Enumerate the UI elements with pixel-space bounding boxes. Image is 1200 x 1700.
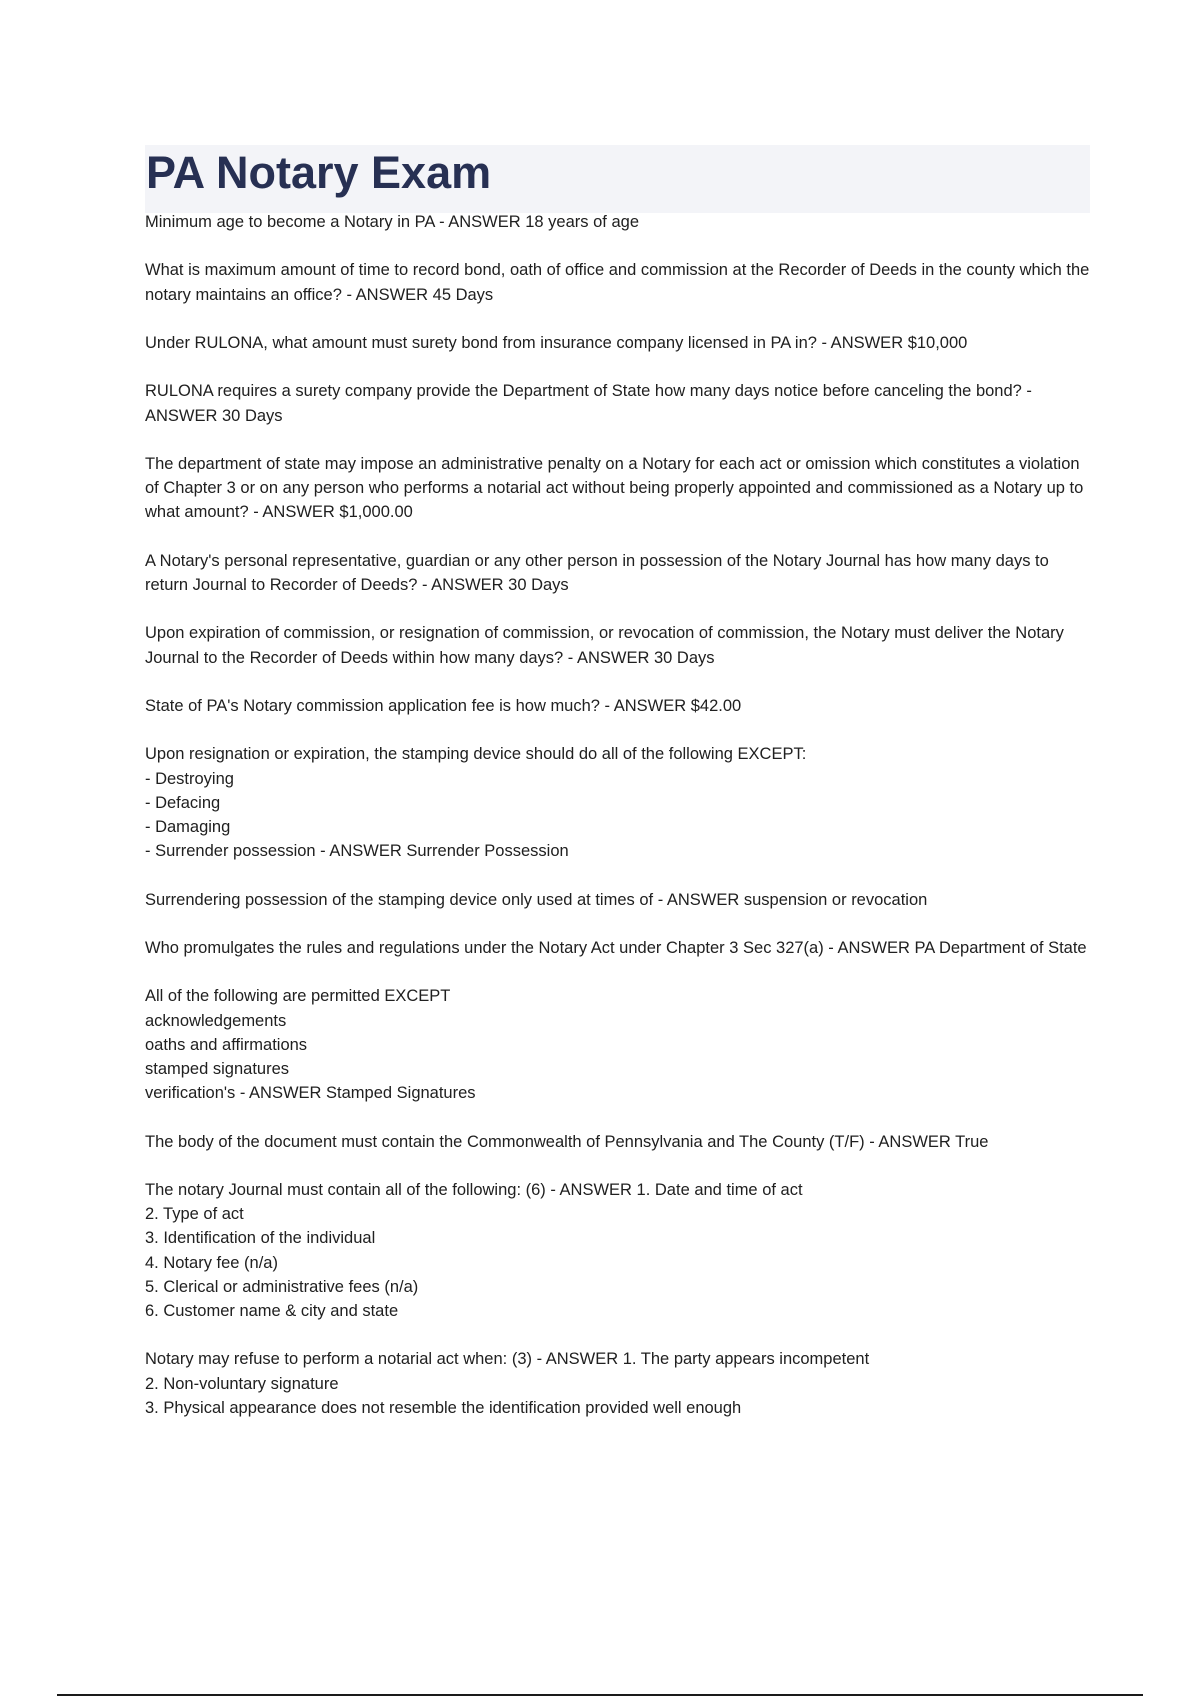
qa-list	[145, 210, 1095, 1444]
qa-item: All of the following are permitted EXCEPT acknowledgements oaths and affirmations stamped signatures verification's - ANSWER Stamped Signatures	[145, 987, 476, 1103]
qa-item: Surrendering possession of the stamping device only used at times of - ANSWER suspension or revocation	[145, 890, 928, 909]
qa-item: Upon resignation or expiration, the stamping device should do all of the following EXCEPT: - Destroying - Defacing - Damaging - Surrender possession - ANSWER Surrender Possession	[145, 745, 807, 861]
qa-item: A Notary's personal representative, guardian or any other person in possession of the Notary Journal has how many days to return Journal to Recorder of Deeds? - ANSWER 30 Days	[145, 551, 1049, 594]
qa-item: State of PA's Notary commission application fee is how much? - ANSWER $42.00	[145, 696, 742, 715]
qa-item: What is maximum amount of time to record bond, oath of office and commission at the Recorder of Deeds in the county which the notary maintains an office? - ANSWER 45 Days	[145, 261, 1090, 304]
page-title: PA Notary Exam	[146, 147, 492, 198]
qa-item: Minimum age to become a Notary in PA - ANSWER 18 years of age	[145, 213, 639, 231]
qa-item: The department of state may impose an administrative penalty on a Notary for each act or omission which constitutes a violation of Chapter 3 or on any person who performs a notarial act without being properly appointed and commissioned as a Notary up to what amount? - ANSWER $1,000.00	[145, 454, 1084, 522]
qa-item: Upon expiration of commission, or resignation of commission, or revocation of commission, the Notary must deliver the Notary Journal to the Recorder of Deeds within how many days? - ANSWER 30 Days	[145, 624, 1064, 667]
qa-item: The body of the document must contain the Commonwealth of Pennsylvania and The County (T/F) - ANSWER True	[145, 1132, 989, 1151]
qa-item: Who promulgates the rules and regulations under the Notary Act under Chapter 3 Sec 327(a) - ANSWER PA Department of State	[145, 938, 1087, 957]
footer-divider	[57, 1694, 1143, 1696]
qa-item: The notary Journal must contain all of the following: (6) - ANSWER 1. Date and time of act 2. Type of act 3. Identification of the individual 4. Notary fee (n/a) 5. Clerical or administrative fees (n/a) 6. Customer name & city and state	[145, 1180, 803, 1320]
qa-item: Notary may refuse to perform a notarial act when: (3) - ANSWER 1. The party appears incompetent 2. Non-voluntary signature 3. Physical appearance does not resemble the identification provided well enough	[145, 1350, 870, 1417]
qa-item: RULONA requires a surety company provide the Department of State how many days notice before canceling the bond? - ANSWER 30 Days	[145, 382, 1032, 425]
qa-item: Under RULONA, what amount must surety bond from insurance company licensed in PA in? - ANSWER $10,000	[145, 333, 968, 352]
